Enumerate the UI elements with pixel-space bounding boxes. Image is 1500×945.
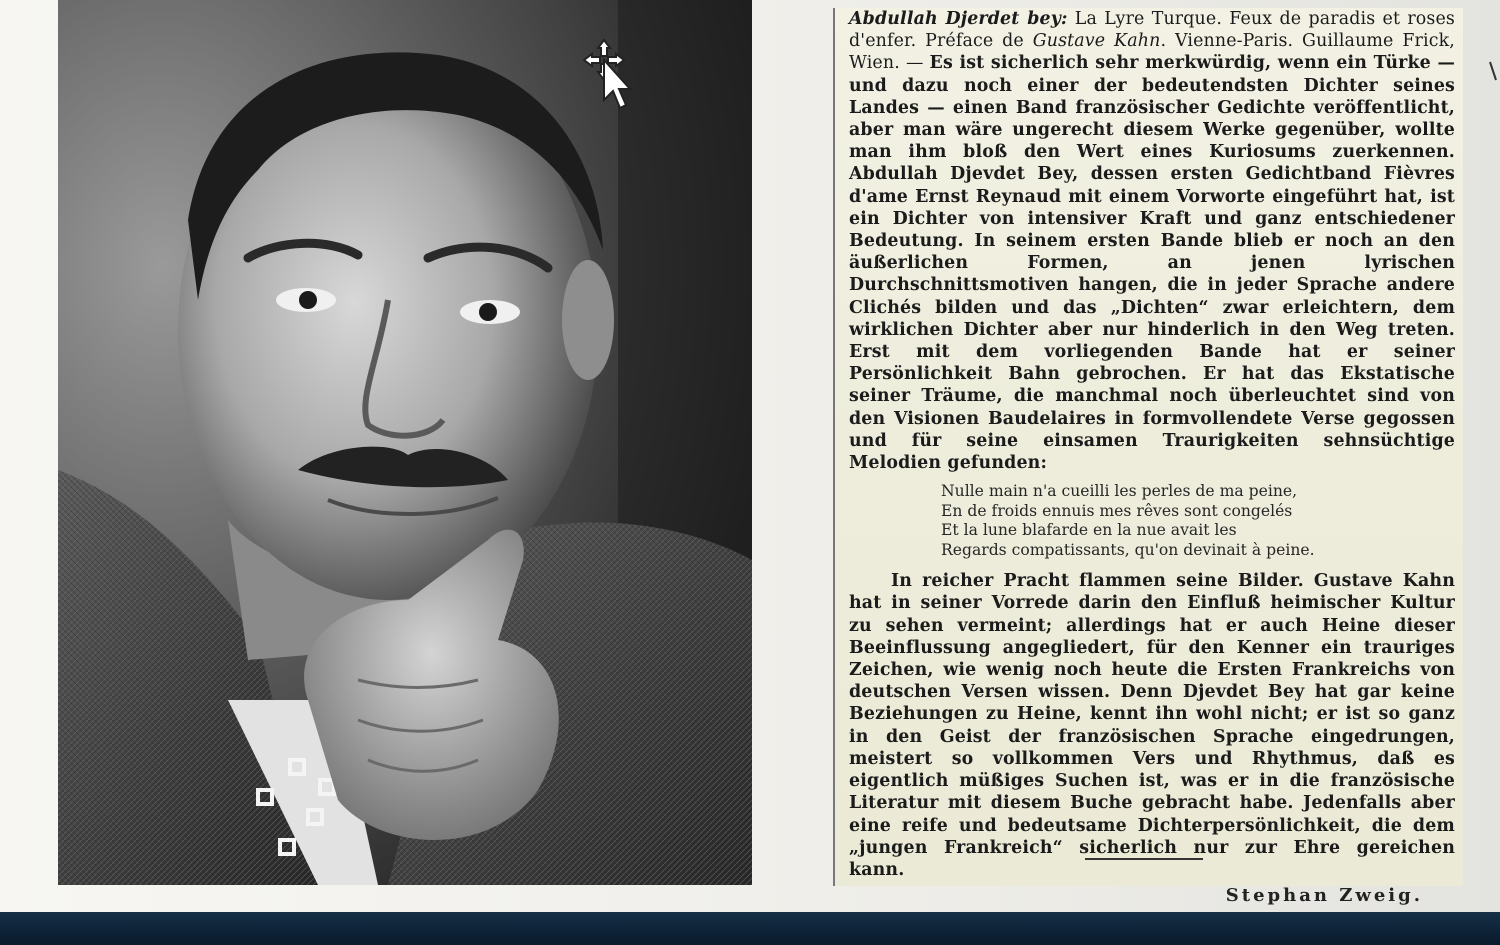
review-paragraph-2: In reicher Pracht flammen seine Bilder. Gustave Kahn hat in seiner Vorrede darin den Einfluß heimischer Kultur zu sehen vermeint; allerdings hat er auch Heine dieser Beeinflussung angegliedert, für den Kenner ein trauriges Zeichen, wie wenig noch heute die Ersten Frankreichs von deutschen Versen wissen. Denn Djevdet Bey hat gar keine Beziehungen zu Heine, kennt ihn wohl nicht; er ist so ganz in den Geist der französischen Sprache eingedrungen, meistert so vollkommen Vers und Rhythmus, daß es eigentlich müßiges Suchen ist, was er in die französische Literatur mit diesem Buche gebracht habe. Jedenfalls aber eine reife und bedeutsame Dichterpersönlichkeit, die dem „jungen Frankreich“ sicherlich nur zur Ehre gereichen kann. — [849, 571, 1455, 880]
heading-preface-author: Gustave Kahn — [1032, 31, 1161, 52]
review-paragraph-1 — [849, 8, 1455, 474]
newspaper-clipping — [833, 8, 1463, 907]
author-signature: Stephan Zweig. — [1225, 885, 1423, 907]
heading-publisher: . Vienne-Paris. Guillaume Frick, Wien. — — [849, 31, 1455, 74]
poem-line: En de froids ennuis mes rêves sont congelés — [941, 501, 1293, 520]
move-cursor-icon — [582, 38, 632, 114]
edge-mark-icon — [1488, 60, 1498, 82]
poem-line: Nulle main n'a cueilli les perles de ma peine, — [941, 482, 1298, 501]
heading-title: La Lyre Turque. Feux de paradis et roses d'enfer. Préface de — [849, 9, 1455, 52]
paragraph-1-text: Es ist sicherlich sehr merkwürdig, wenn ein Türke — und dazu noch einer der bedeutendsten Dichter seines Landes — einen Band französischer Gedichte veröffentlicht, aber man wäre ungerecht diesem Werke gegenüber, wollte man ihm bloß den Wert eines Kuriosums zuerkennen. Abdullah Djevdet Bey, dessen ersten Gedichtband Fièvres d'ame Ernst Reynaud mit einem Vorworte eingeführt hat, ist ein Dichter von intensiver Kraft und ganz entschiedener Bedeutung. In seinem ersten Bande blieb er noch an den äußerlichen Formen, an jenen lyrischen Durchschnittsmotiven hangen, die in jeder Sprache andere Clichés bilden und das „Dichten“ zwar erleichtern, dem wirklichen Dichter aber nur hinderlich in den Weg treten. Erst mit dem vorliegenden Bande hat er seiner Persönlichkeit Bahn gebrochen. Er hat das Ekstatische seiner Träume, die manchmal noch überleuchtet sind von den Visionen Baudelaires in formvollendete Verse gegossen und für seine einsamen Traurigkeiten sehnsüchtige Melodien gefunden: — [849, 53, 1455, 474]
portrait-photo — [58, 0, 752, 885]
poem-quote — [941, 482, 1455, 560]
heading-author: Abdullah Djerdet bey: — [849, 9, 1068, 29]
poem-line: Et la lune blafarde en la nue avait les — [941, 521, 1237, 540]
poem-line: Regards compatissants, qu'on devinait à peine. — [941, 540, 1315, 559]
taskbar — [0, 912, 1500, 945]
closing-rule — [1085, 858, 1203, 860]
